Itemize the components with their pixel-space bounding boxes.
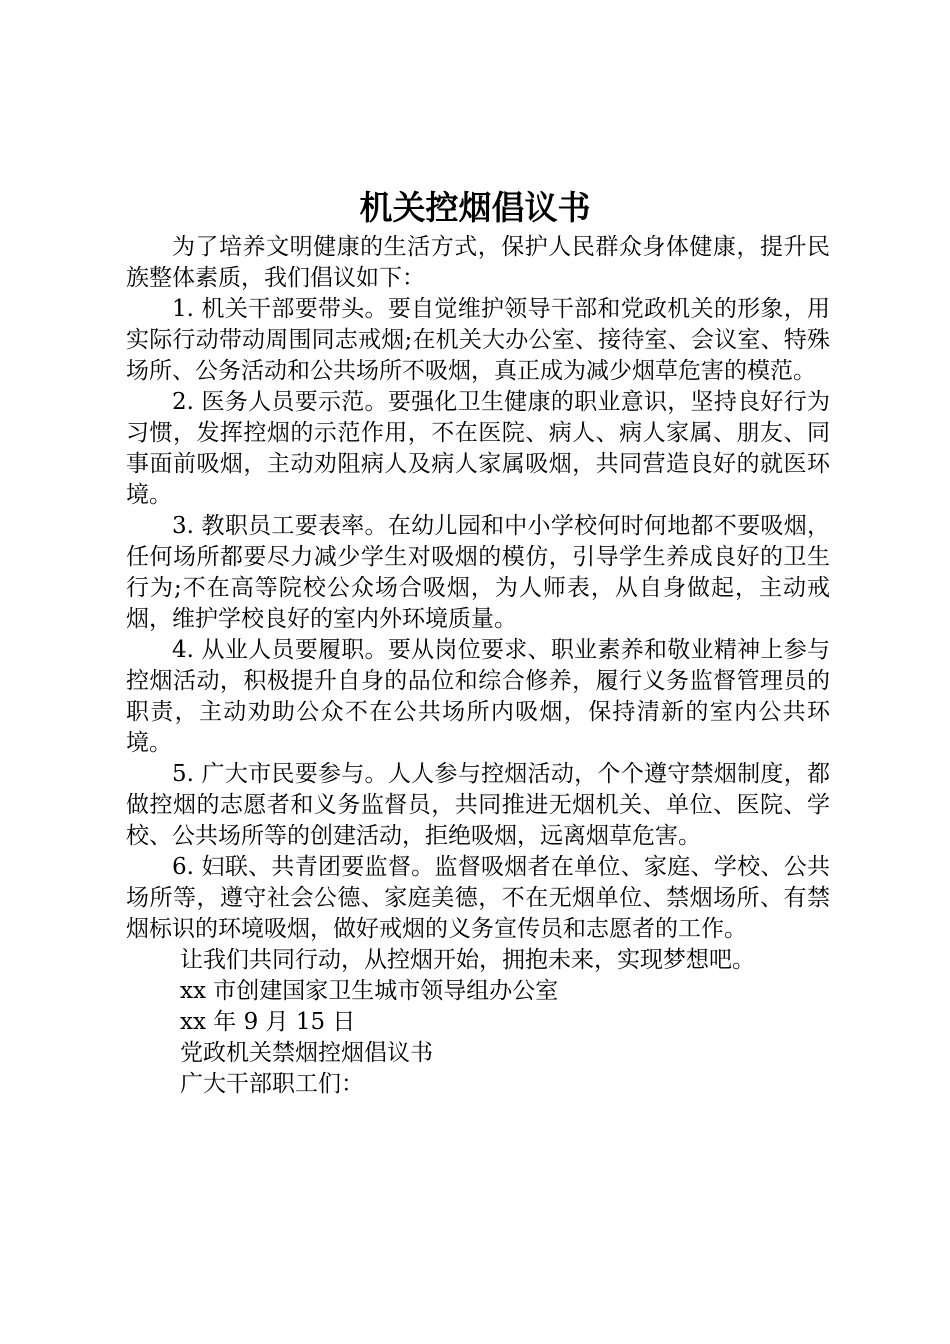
signature-line: xx 市创建国家卫生城市领导组办公室 (180, 978, 559, 1004)
document-body (126, 232, 830, 1100)
closing-line: 让我们共同行动，从控烟开始，拥抱未来，实现梦想吧。 (180, 947, 755, 973)
salutation-line: 广大干部职工们： (180, 1071, 364, 1097)
date-line: xx 年 9 月 15 日 (180, 1009, 356, 1035)
item-paragraph-3: 3. 教职员工要表率。在幼儿园和中小学校何时何地都不要吸烟，任何场所都要尽力减少学生对吸烟的模仿，引导学生养成良好的卫生行为;不在高等院校公众场合吸烟，为人师表，从自身做起，主动戒烟，维护学校良好的室内外环境质量。 (126, 513, 830, 632)
item-paragraph-6: 6. 妇联、共青团要监督。监督吸烟者在单位、家庭、学校、公共场所等，遵守社会公德、家庭美德，不在无烟单位、禁烟场所、有禁烟标识的环境吸烟，做好戒烟的义务宣传员和志愿者的工作。 (126, 854, 830, 942)
next-document-title: 党政机关禁烟控烟倡议书 (180, 1040, 433, 1066)
item-paragraph-5: 5. 广大市民要参与。人人参与控烟活动，个个遵守禁烟制度，都做控烟的志愿者和义务监督员，共同推进无烟机关、单位、医院、学校、公共场所等的创建活动，拒绝吸烟，远离烟草危害。 (126, 761, 830, 849)
document-title: 机关控烟倡议书 (359, 188, 591, 227)
item-paragraph-1: 1. 机关干部要带头。要自觉维护领导干部和党政机关的形象，用实际行动带动周围同志戒烟;在机关大办公室、接待室、会议室、特殊场所、公务活动和公共场所不吸烟，真正成为减少烟草危害的模范。 (126, 296, 830, 384)
intro-paragraph: 为了培养文明健康的生活方式，保护人民群众身体健康，提升民族整体素质，我们倡议如下： (126, 234, 830, 291)
item-paragraph-2: 2. 医务人员要示范。要强化卫生健康的职业意识，坚持良好行为习惯，发挥控烟的示范作用，不在医院、病人、病人家属、朋友、同事面前吸烟，主动劝阻病人及病人家属吸烟，共同营造良好的就医环境。 (126, 389, 830, 508)
item-paragraph-4: 4. 从业人员要履职。要从岗位要求、职业素养和敬业精神上参与控烟活动，积极提升自身的品位和综合修养，履行义务监督管理员的职责，主动劝助公众不在公共场所内吸烟，保持清新的室内公共环境。 (126, 637, 830, 756)
